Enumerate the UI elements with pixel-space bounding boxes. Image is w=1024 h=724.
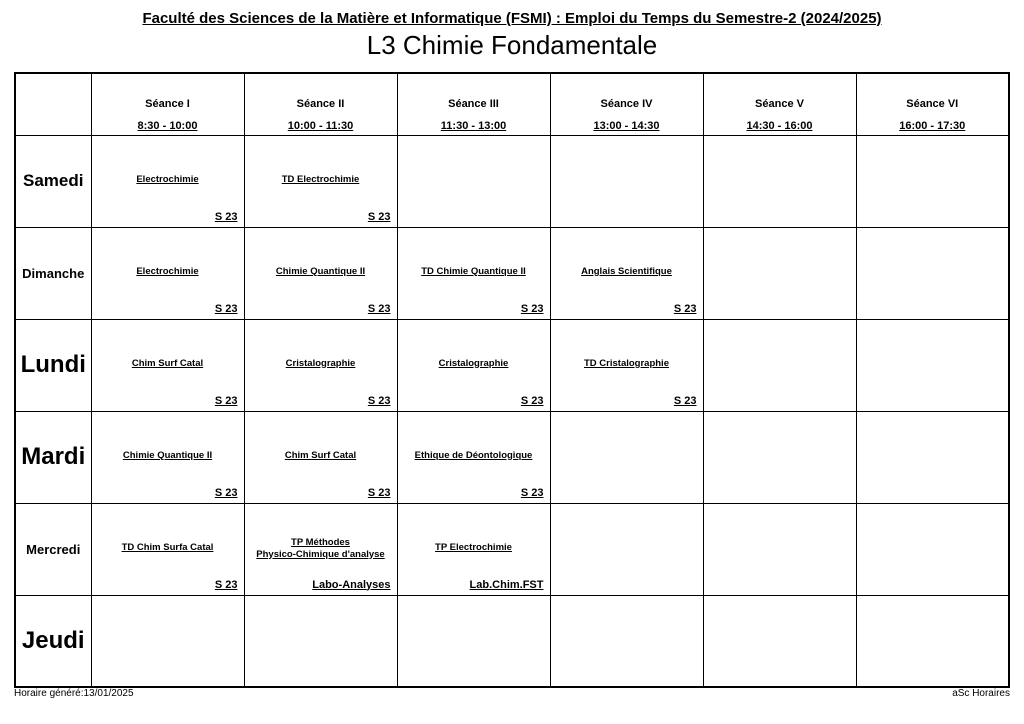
slot-time: 14:30 - 16:00	[746, 120, 813, 132]
slot-name: Séance VI	[906, 98, 959, 110]
empty-cell	[856, 503, 1009, 595]
session-subject: TD Electrochimie	[281, 173, 360, 185]
session-room: S 23	[367, 486, 391, 499]
empty-cell	[550, 595, 703, 687]
session-subject: TP Electrochimie	[435, 541, 512, 553]
empty-cell	[91, 595, 244, 687]
session-cell	[397, 411, 550, 503]
session-room: S 23	[367, 394, 391, 407]
session-subject: Cristalographie	[438, 357, 509, 369]
session-cell	[397, 503, 550, 595]
session-subject-line2: Physico-Chimique d'analyse	[256, 548, 385, 560]
day-label: Samedi	[15, 135, 91, 227]
session-subject: Chim Surf Catal	[131, 357, 204, 369]
session-cell	[244, 135, 397, 227]
empty-cell	[550, 503, 703, 595]
day-row-lundi	[15, 319, 1009, 411]
session-cell	[244, 319, 397, 411]
empty-cell	[856, 227, 1009, 319]
session-subject: TD Cristalographie	[584, 357, 669, 369]
empty-cell	[397, 135, 550, 227]
empty-cell	[703, 227, 856, 319]
session-cell	[550, 227, 703, 319]
day-row-mercredi	[15, 503, 1009, 595]
session-cell	[397, 319, 550, 411]
empty-cell	[550, 135, 703, 227]
empty-cell	[703, 503, 856, 595]
slot-header	[703, 73, 856, 135]
day-label: Lundi	[15, 319, 91, 411]
empty-cell	[703, 595, 856, 687]
day-row-jeudi	[15, 595, 1009, 687]
empty-cell	[703, 319, 856, 411]
class-name: L3 Chimie Fondamentale	[366, 30, 658, 60]
session-cell	[91, 227, 244, 319]
day-label: Jeudi	[15, 595, 91, 687]
session-cell	[244, 503, 397, 595]
day-label: Dimanche	[15, 227, 91, 319]
slot-header	[244, 73, 397, 135]
empty-cell	[856, 135, 1009, 227]
session-subject: TD Chim Surfa Catal	[121, 541, 214, 553]
session-cell	[91, 135, 244, 227]
session-cell	[91, 411, 244, 503]
slot-header	[91, 73, 244, 135]
session-cell	[550, 319, 703, 411]
session-room: S 23	[214, 210, 238, 223]
session-room: S 23	[520, 394, 544, 407]
session-room: S 23	[520, 486, 544, 499]
session-subject: Cristalographie	[285, 357, 356, 369]
slot-time: 16:00 - 17:30	[899, 120, 966, 132]
session-subject: Anglais Scientifique	[581, 265, 672, 277]
session-subject: Chimie Quantique II	[122, 449, 213, 461]
session-room: S 23	[367, 302, 391, 315]
day-row-dimanche	[15, 227, 1009, 319]
generated-date: Horaire généré:13/01/2025	[14, 688, 134, 699]
slot-name: Séance I	[145, 98, 190, 110]
slot-name: Séance II	[296, 98, 345, 110]
empty-cell	[703, 135, 856, 227]
slot-header	[856, 73, 1009, 135]
session-room: S 23	[673, 302, 697, 315]
slot-name: Séance III	[448, 98, 499, 110]
day-row-samedi	[15, 135, 1009, 227]
session-subject: Chim Surf Catal	[284, 449, 357, 461]
session-room: Lab.Chim.FST	[469, 578, 544, 591]
empty-cell	[703, 411, 856, 503]
session-room: S 23	[214, 486, 238, 499]
session-subject: Electrochimie	[136, 265, 199, 277]
empty-cell	[856, 595, 1009, 687]
slot-time: 10:00 - 11:30	[287, 120, 354, 132]
slot-header	[397, 73, 550, 135]
empty-cell	[856, 411, 1009, 503]
corner-cell	[15, 73, 91, 135]
slot-header	[550, 73, 703, 135]
slot-time: 11:30 - 13:00	[440, 120, 507, 132]
session-subject: Ethique de Déontologique	[414, 449, 533, 461]
slot-name: Séance V	[755, 98, 804, 110]
slot-time: 13:00 - 14:30	[593, 120, 660, 132]
session-room: S 23	[520, 302, 544, 315]
day-label: Mercredi	[15, 503, 91, 595]
session-cell	[244, 227, 397, 319]
session-subject: Electrochimie	[136, 173, 199, 185]
session-subject-line1: TP Méthodes	[291, 536, 350, 548]
session-cell	[91, 319, 244, 411]
session-room: S 23	[214, 302, 238, 315]
session-room: Labo-Analyses	[312, 578, 391, 591]
session-cell	[397, 227, 550, 319]
timetable	[14, 72, 1010, 688]
page-title: Faculté des Sciences de la Matière et Informatique (FSMI) : Emploi du Temps du Semestre-2 (2024/2025)	[142, 10, 882, 27]
empty-cell	[856, 319, 1009, 411]
session-cell	[244, 411, 397, 503]
empty-cell	[550, 411, 703, 503]
session-cell	[91, 503, 244, 595]
session-room: S 23	[367, 210, 391, 223]
session-room: S 23	[673, 394, 697, 407]
session-room: S 23	[214, 394, 238, 407]
session-room: S 23	[214, 578, 238, 591]
day-row-mardi	[15, 411, 1009, 503]
timetable-header-row	[15, 73, 1009, 135]
session-subject: TD Chimie Quantique II	[421, 265, 526, 277]
day-label: Mardi	[15, 411, 91, 503]
software-credit: aSc Horaires	[952, 688, 1010, 699]
slot-time: 8:30 - 10:00	[137, 120, 198, 132]
empty-cell	[244, 595, 397, 687]
session-subject	[249, 537, 393, 561]
slot-name: Séance IV	[600, 98, 653, 110]
empty-cell	[397, 595, 550, 687]
session-subject: Chimie Quantique II	[275, 265, 366, 277]
